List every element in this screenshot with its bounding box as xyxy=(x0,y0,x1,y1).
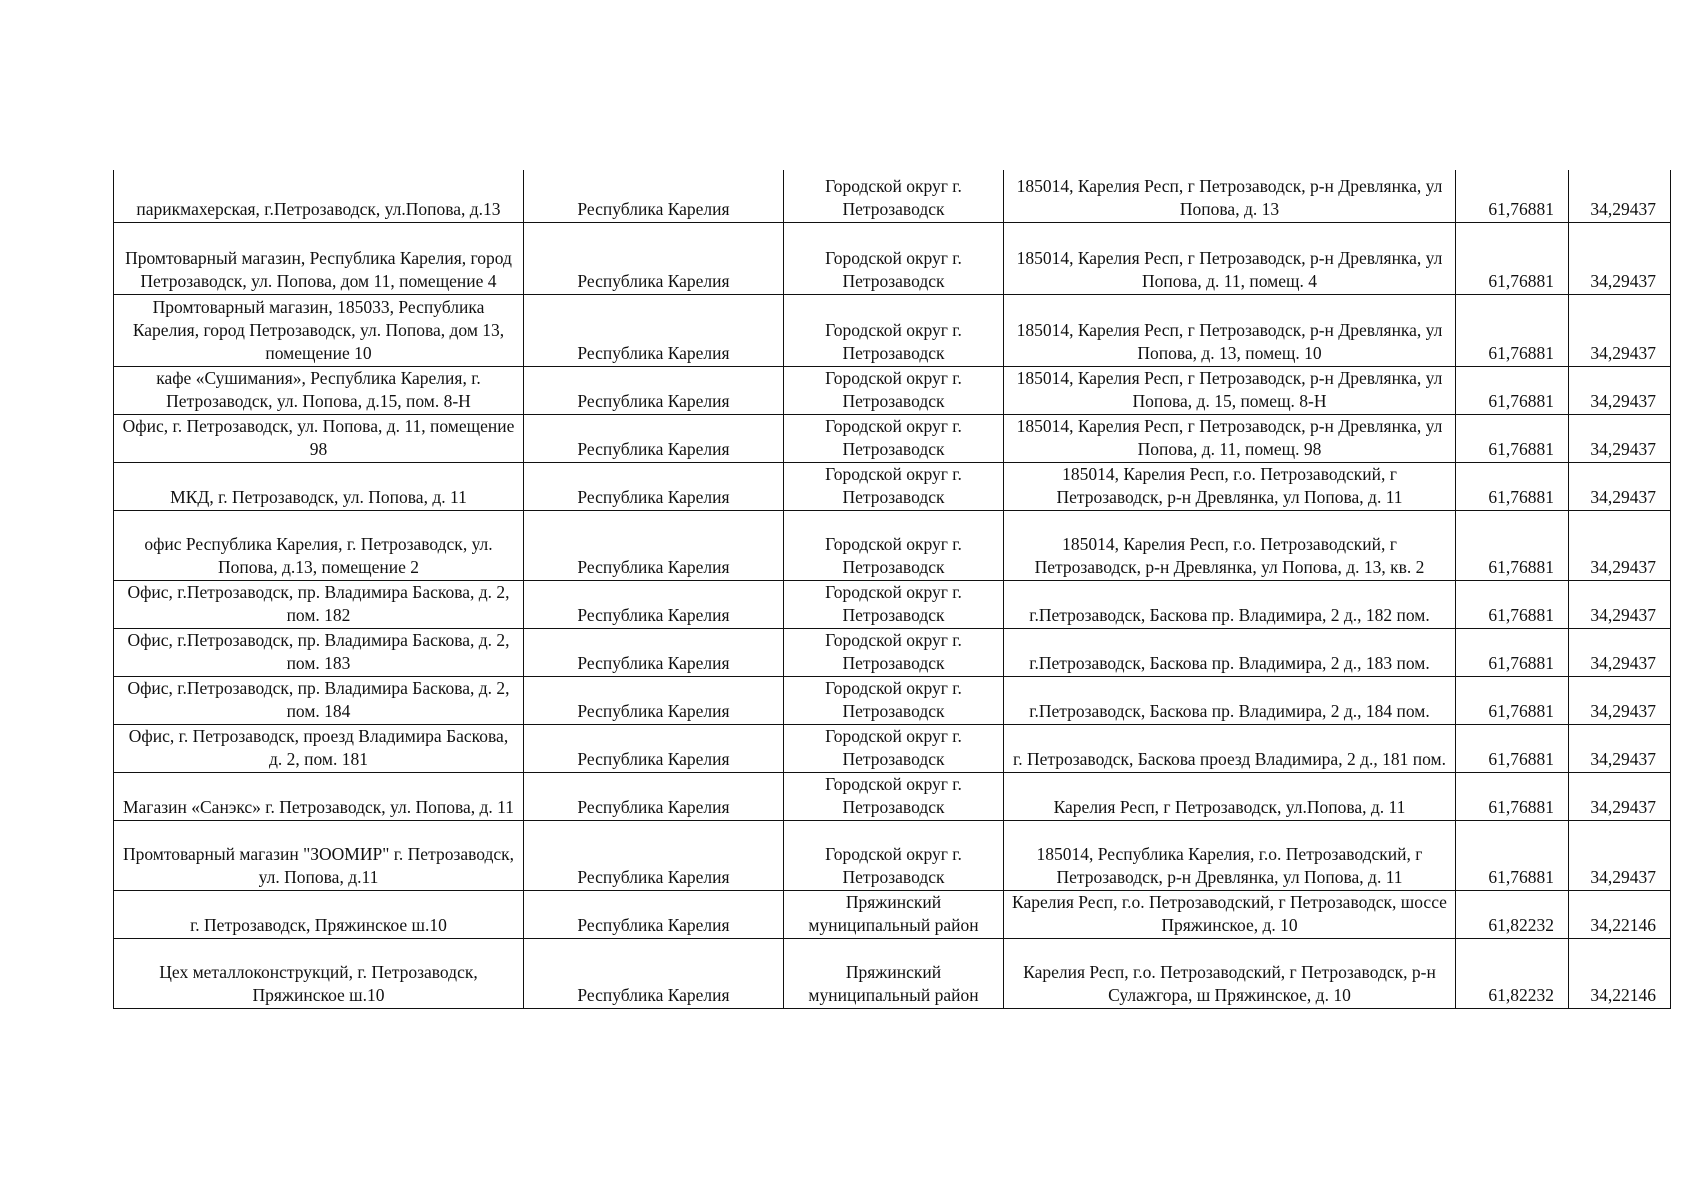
cell-address: 185014, Республика Карелия, г.о. Петрозаводский, г Петрозаводск, р-н Древлянка, ул Попова, д. 11 xyxy=(1004,820,1456,890)
cell-district: Городской округ г. Петрозаводск xyxy=(784,676,1004,724)
cell-latitude: 61,76881 xyxy=(1456,628,1569,676)
cell-object-name: офис Республика Карелия, г. Петрозаводск, ул. Попова, д.13, помещение 2 xyxy=(114,510,524,580)
cell-longitude: 34,29437 xyxy=(1569,294,1671,366)
cell-latitude: 61,76881 xyxy=(1456,462,1569,510)
cell-latitude: 61,76881 xyxy=(1456,414,1569,462)
cell-address: г.Петрозаводск, Баскова пр. Владимира, 2 д., 184 пом. xyxy=(1004,676,1456,724)
cell-district: Городской округ г. Петрозаводск xyxy=(784,772,1004,820)
cell-region: Республика Карелия xyxy=(524,676,784,724)
table-row xyxy=(114,580,1671,628)
cell-region: Республика Карелия xyxy=(524,820,784,890)
cell-longitude: 34,29437 xyxy=(1569,222,1671,294)
cell-object-name: Офис, г.Петрозаводск, пр. Владимира Баскова, д. 2, пом. 183 xyxy=(114,628,524,676)
cell-district: Пряжинский муниципальный район xyxy=(784,938,1004,1008)
cell-address: 185014, Карелия Респ, г.о. Петрозаводский, г Петрозаводск, р-н Древлянка, ул Попова, д. 11 xyxy=(1004,462,1456,510)
cell-region: Республика Карелия xyxy=(524,294,784,366)
cell-object-name: Промтоварный магазин, 185033, Республика Карелия, город Петрозаводск, ул. Попова, дом 13, помещение 10 xyxy=(114,294,524,366)
cell-latitude: 61,76881 xyxy=(1456,580,1569,628)
document-page xyxy=(113,170,1670,1009)
table-row xyxy=(114,890,1671,938)
cell-longitude: 34,29437 xyxy=(1569,510,1671,580)
cell-region: Республика Карелия xyxy=(524,938,784,1008)
cell-district: Городской округ г. Петрозаводск xyxy=(784,820,1004,890)
cell-latitude: 61,76881 xyxy=(1456,170,1569,222)
table-row xyxy=(114,820,1671,890)
cell-address: г.Петрозаводск, Баскова пр. Владимира, 2 д., 183 пом. xyxy=(1004,628,1456,676)
cell-region: Республика Карелия xyxy=(524,890,784,938)
table-row xyxy=(114,676,1671,724)
table-row xyxy=(114,724,1671,772)
table-row xyxy=(114,414,1671,462)
cell-latitude: 61,82232 xyxy=(1456,890,1569,938)
table-row xyxy=(114,462,1671,510)
cell-region: Республика Карелия xyxy=(524,170,784,222)
cell-longitude: 34,29437 xyxy=(1569,628,1671,676)
cell-object-name: кафе «Сушимания», Республика Карелия, г. Петрозаводск, ул. Попова, д.15, пом. 8-Н xyxy=(114,366,524,414)
cell-region: Республика Карелия xyxy=(524,628,784,676)
cell-region: Республика Карелия xyxy=(524,724,784,772)
cell-address: 185014, Карелия Респ, г Петрозаводск, р-н Древлянка, ул Попова, д. 13 xyxy=(1004,170,1456,222)
cell-latitude: 61,76881 xyxy=(1456,222,1569,294)
cell-object-name: Офис, г.Петрозаводск, пр. Владимира Баскова, д. 2, пом. 182 xyxy=(114,580,524,628)
cell-longitude: 34,29437 xyxy=(1569,462,1671,510)
cell-region: Республика Карелия xyxy=(524,510,784,580)
cell-longitude: 34,29437 xyxy=(1569,580,1671,628)
objects-table xyxy=(113,170,1671,1009)
cell-district: Городской округ г. Петрозаводск xyxy=(784,580,1004,628)
cell-longitude: 34,29437 xyxy=(1569,676,1671,724)
cell-object-name: Офис, г.Петрозаводск, пр. Владимира Баскова, д. 2, пом. 184 xyxy=(114,676,524,724)
cell-region: Республика Карелия xyxy=(524,366,784,414)
cell-object-name: Промтоварный магазин, Республика Карелия, город Петрозаводск, ул. Попова, дом 11, помещение 4 xyxy=(114,222,524,294)
table-row xyxy=(114,628,1671,676)
cell-district: Городской округ г. Петрозаводск xyxy=(784,462,1004,510)
cell-district: Городской округ г. Петрозаводск xyxy=(784,510,1004,580)
cell-object-name: Промтоварный магазин "ЗООМИР" г. Петрозаводск, ул. Попова, д.11 xyxy=(114,820,524,890)
cell-district: Городской округ г. Петрозаводск xyxy=(784,628,1004,676)
cell-address: 185014, Карелия Респ, г Петрозаводск, р-н Древлянка, ул Попова, д. 13, помещ. 10 xyxy=(1004,294,1456,366)
cell-latitude: 61,76881 xyxy=(1456,724,1569,772)
cell-address: Карелия Респ, г Петрозаводск, ул.Попова, д. 11 xyxy=(1004,772,1456,820)
table-row xyxy=(114,938,1671,1008)
table-body xyxy=(114,170,1671,1008)
cell-longitude: 34,29437 xyxy=(1569,820,1671,890)
cell-region: Республика Карелия xyxy=(524,580,784,628)
cell-latitude: 61,82232 xyxy=(1456,938,1569,1008)
table-row xyxy=(114,772,1671,820)
cell-district: Городской округ г. Петрозаводск xyxy=(784,222,1004,294)
cell-district: Городской округ г. Петрозаводск xyxy=(784,170,1004,222)
cell-district: Городской округ г. Петрозаводск xyxy=(784,724,1004,772)
cell-longitude: 34,29437 xyxy=(1569,724,1671,772)
cell-latitude: 61,76881 xyxy=(1456,772,1569,820)
cell-longitude: 34,29437 xyxy=(1569,772,1671,820)
table-row xyxy=(114,366,1671,414)
cell-region: Республика Карелия xyxy=(524,414,784,462)
cell-district: Пряжинский муниципальный район xyxy=(784,890,1004,938)
cell-longitude: 34,29437 xyxy=(1569,170,1671,222)
cell-address: 185014, Карелия Респ, г Петрозаводск, р-н Древлянка, ул Попова, д. 15, помещ. 8-Н xyxy=(1004,366,1456,414)
cell-latitude: 61,76881 xyxy=(1456,676,1569,724)
cell-longitude: 34,29437 xyxy=(1569,366,1671,414)
cell-region: Республика Карелия xyxy=(524,772,784,820)
cell-address: г.Петрозаводск, Баскова пр. Владимира, 2 д., 182 пом. xyxy=(1004,580,1456,628)
cell-object-name: парикмахерская, г.Петрозаводск, ул.Попова, д.13 xyxy=(114,170,524,222)
cell-longitude: 34,22146 xyxy=(1569,938,1671,1008)
cell-address: Карелия Респ, г.о. Петрозаводский, г Петрозаводск, р-н Сулажгора, ш Пряжинское, д. 10 xyxy=(1004,938,1456,1008)
cell-region: Республика Карелия xyxy=(524,222,784,294)
cell-address: г. Петрозаводск, Баскова проезд Владимира, 2 д., 181 пом. xyxy=(1004,724,1456,772)
cell-address: 185014, Карелия Респ, г Петрозаводск, р-н Древлянка, ул Попова, д. 11, помещ. 98 xyxy=(1004,414,1456,462)
cell-address: 185014, Карелия Респ, г.о. Петрозаводский, г Петрозаводск, р-н Древлянка, ул Попова, д. 13, кв. 2 xyxy=(1004,510,1456,580)
cell-district: Городской округ г. Петрозаводск xyxy=(784,414,1004,462)
cell-longitude: 34,29437 xyxy=(1569,414,1671,462)
cell-longitude: 34,22146 xyxy=(1569,890,1671,938)
cell-latitude: 61,76881 xyxy=(1456,510,1569,580)
cell-region: Республика Карелия xyxy=(524,462,784,510)
cell-object-name: Офис, г. Петрозаводск, проезд Владимира Баскова, д. 2, пом. 181 xyxy=(114,724,524,772)
cell-object-name: Цех металлоконструкций, г. Петрозаводск, Пряжинское ш.10 xyxy=(114,938,524,1008)
cell-latitude: 61,76881 xyxy=(1456,820,1569,890)
cell-latitude: 61,76881 xyxy=(1456,294,1569,366)
cell-object-name: г. Петрозаводск, Пряжинское ш.10 xyxy=(114,890,524,938)
table-row xyxy=(114,510,1671,580)
table-row xyxy=(114,222,1671,294)
cell-address: Карелия Респ, г.о. Петрозаводский, г Петрозаводск, шоссе Пряжинское, д. 10 xyxy=(1004,890,1456,938)
table-row xyxy=(114,170,1671,222)
cell-latitude: 61,76881 xyxy=(1456,366,1569,414)
cell-object-name: Офис, г. Петрозаводск, ул. Попова, д. 11, помещение 98 xyxy=(114,414,524,462)
cell-district: Городской округ г. Петрозаводск xyxy=(784,294,1004,366)
cell-object-name: Магазин «Санэкс» г. Петрозаводск, ул. Попова, д. 11 xyxy=(114,772,524,820)
cell-address: 185014, Карелия Респ, г Петрозаводск, р-н Древлянка, ул Попова, д. 11, помещ. 4 xyxy=(1004,222,1456,294)
cell-object-name: МКД, г. Петрозаводск, ул. Попова, д. 11 xyxy=(114,462,524,510)
table-row xyxy=(114,294,1671,366)
cell-district: Городской округ г. Петрозаводск xyxy=(784,366,1004,414)
